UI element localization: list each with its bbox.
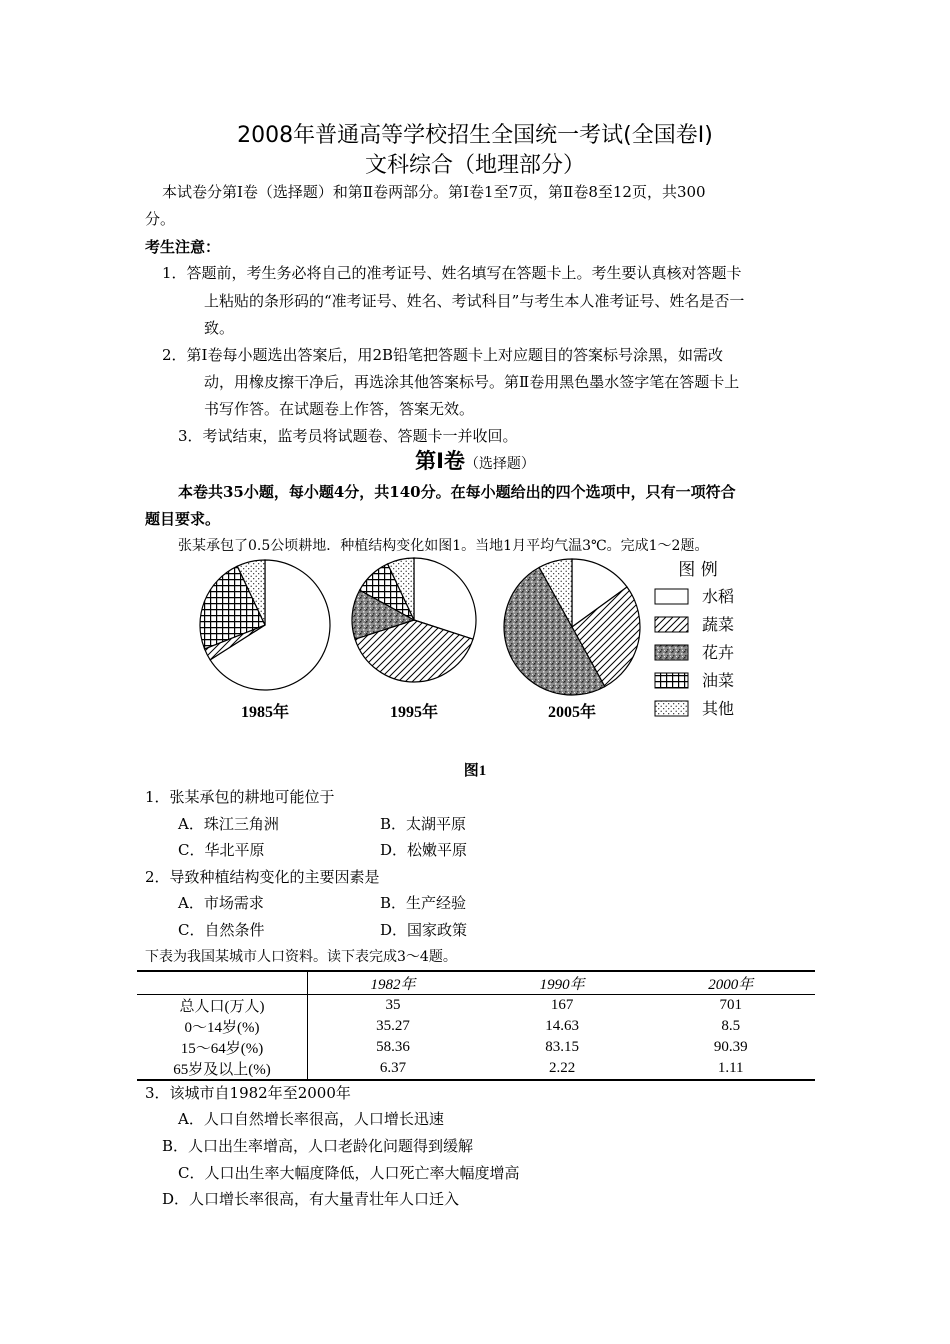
table-header-cell bbox=[137, 971, 308, 995]
population-table bbox=[137, 970, 815, 1081]
q1-option-a[interactable]: A．珠江三角洲 bbox=[178, 815, 279, 833]
section-instruction-line-2: 题目要求。 bbox=[145, 510, 221, 528]
table-cell: 2.22 bbox=[478, 1058, 647, 1080]
table-cell: 701 bbox=[719, 997, 742, 1013]
table-cell: 6.37 bbox=[308, 1058, 478, 1080]
table-row bbox=[137, 1016, 815, 1037]
legend-title: 图 例 bbox=[678, 560, 718, 580]
notice-item-2-line-2: 动，用橡皮擦干净后，再选涂其他答案标号。第Ⅱ卷用黑色墨水签字笔在答题卡上 bbox=[204, 373, 740, 391]
section-subtitle: （选择题） bbox=[464, 456, 535, 472]
notice-item-2-line-1: 2．第Ⅰ卷每小题选出答案后，用2B铅笔把答题卡上对应题目的答案标号涂黑，如需改 bbox=[162, 346, 724, 364]
q3-stem: 3．该城市自1982年至2000年 bbox=[145, 1084, 351, 1102]
exam-subtitle: 文科综合（地理部分） bbox=[364, 153, 585, 178]
notice-heading: 考生注意： bbox=[145, 238, 221, 256]
table-cell: 58.36 bbox=[376, 1039, 410, 1055]
intro-line-2: 分。 bbox=[145, 210, 176, 228]
legend-swatch-flower bbox=[655, 645, 688, 660]
table-cell: 总人口(万人) bbox=[137, 995, 308, 1017]
table-cell: 83.15 bbox=[545, 1039, 580, 1055]
q2-option-c[interactable]: C．自然条件 bbox=[178, 921, 265, 939]
q1-option-d[interactable]: D．松嫩平原 bbox=[380, 841, 468, 859]
table-cell: 1.11 bbox=[646, 1058, 815, 1080]
notice-item-1-line-3: 致。 bbox=[204, 319, 235, 337]
section-instruction-line-1: 本卷共35小题，每小题4分，共140分。在每小题给出的四个选项中，只有一项符合 bbox=[178, 483, 736, 501]
legend-swatch-vegetable bbox=[655, 617, 688, 632]
table-cell: 14.63 bbox=[545, 1018, 580, 1034]
figure-1-pie-charts bbox=[0, 555, 950, 745]
q1-option-b[interactable]: B．太湖平原 bbox=[380, 815, 467, 833]
table-cell: 65岁及以上(%) bbox=[137, 1058, 308, 1080]
table-header-cell: 2000年 bbox=[646, 971, 815, 995]
legend-swatch-rice bbox=[655, 589, 688, 604]
table-cell: 35 bbox=[385, 997, 401, 1013]
q3-option-d[interactable]: D．人口增长率很高，有大量青壮年人口迁入 bbox=[162, 1190, 460, 1208]
table-cell: 35.27 bbox=[376, 1018, 410, 1034]
pie-year-label-0: 1985年 bbox=[240, 704, 290, 721]
intro-line-1: 本试卷分第Ⅰ卷（选择题）和第Ⅱ卷两部分。第Ⅰ卷1至7页，第Ⅱ卷8至12页，共300 bbox=[162, 183, 706, 201]
q3-option-b[interactable]: B．人口出生率增高，人口老龄化问题得到缓解 bbox=[162, 1137, 474, 1155]
legend-label-rapeseed: 油菜 bbox=[702, 671, 735, 690]
section-title: 第Ⅰ卷 bbox=[415, 449, 465, 473]
table-header-cell: 1990年 bbox=[478, 971, 647, 995]
q2-option-d[interactable]: D．国家政策 bbox=[380, 921, 468, 939]
notice-item-3: 3．考试结束，监考员将试题卷、答题卡一并收回。 bbox=[178, 427, 518, 445]
table-header-row bbox=[137, 971, 815, 995]
table-cell: 8.5 bbox=[721, 1018, 741, 1034]
exam-title: 2008年普通高等学校招生全国统一考试(全国卷Ⅰ) bbox=[237, 123, 713, 148]
section-heading bbox=[0, 445, 950, 475]
table-cell: 0～14岁(%) bbox=[137, 1016, 308, 1037]
table-header-cell: 1982年 bbox=[308, 971, 478, 995]
notice-item-1-line-1: 1．答题前，考生务必将自己的准考证号、姓名填写在答题卡上。考生要认真核对答题卡 bbox=[162, 264, 742, 282]
q1-stem: 1．张某承包的耕地可能位于 bbox=[145, 788, 335, 806]
table-cell: 15～64岁(%) bbox=[137, 1037, 308, 1058]
legend-label-rice: 水稻 bbox=[702, 587, 735, 606]
q3-option-c[interactable]: C．人口出生率大幅度降低，人口死亡率大幅度增高 bbox=[178, 1164, 520, 1182]
table-row bbox=[137, 995, 815, 1017]
legend-label-flower: 花卉 bbox=[702, 643, 735, 662]
q12-intro: 张某承包了0.5公顷耕地．种植结构变化如图1。当地1月平均气温3℃。完成1～2题。 bbox=[178, 538, 709, 554]
figure-1-caption: 图1 bbox=[463, 763, 487, 779]
q2-option-a[interactable]: A．市场需求 bbox=[178, 894, 264, 912]
notice-item-1-line-2: 上粘贴的条形码的“准考证号、姓名、考试科目”与考生本人准考证号、姓名是否一 bbox=[204, 292, 745, 310]
legend-swatch-rapeseed bbox=[655, 673, 688, 688]
table-row bbox=[137, 1058, 815, 1080]
q1-option-c[interactable]: C．华北平原 bbox=[178, 841, 265, 859]
table-cell: 167 bbox=[550, 997, 574, 1013]
q34-intro: 下表为我国某城市人口资料。读下表完成3～4题。 bbox=[145, 949, 457, 965]
notice-item-2-line-3: 书写作答。在试题卷上作答，答案无效。 bbox=[204, 400, 475, 418]
pie-year-label-1: 1995年 bbox=[389, 704, 439, 721]
q2-stem: 2．导致种植结构变化的主要因素是 bbox=[145, 868, 380, 886]
table-cell: 90.39 bbox=[713, 1039, 748, 1055]
legend-label-other: 其他 bbox=[702, 699, 735, 718]
legend-label-vegetable: 蔬菜 bbox=[702, 615, 735, 634]
table-row bbox=[137, 1037, 815, 1058]
pie-year-label-2: 2005年 bbox=[547, 704, 597, 721]
legend-swatch-other bbox=[655, 701, 688, 716]
q3-option-a[interactable]: A．人口自然增长率很高，人口增长迅速 bbox=[178, 1110, 444, 1128]
q2-option-b[interactable]: B．生产经验 bbox=[380, 894, 467, 912]
